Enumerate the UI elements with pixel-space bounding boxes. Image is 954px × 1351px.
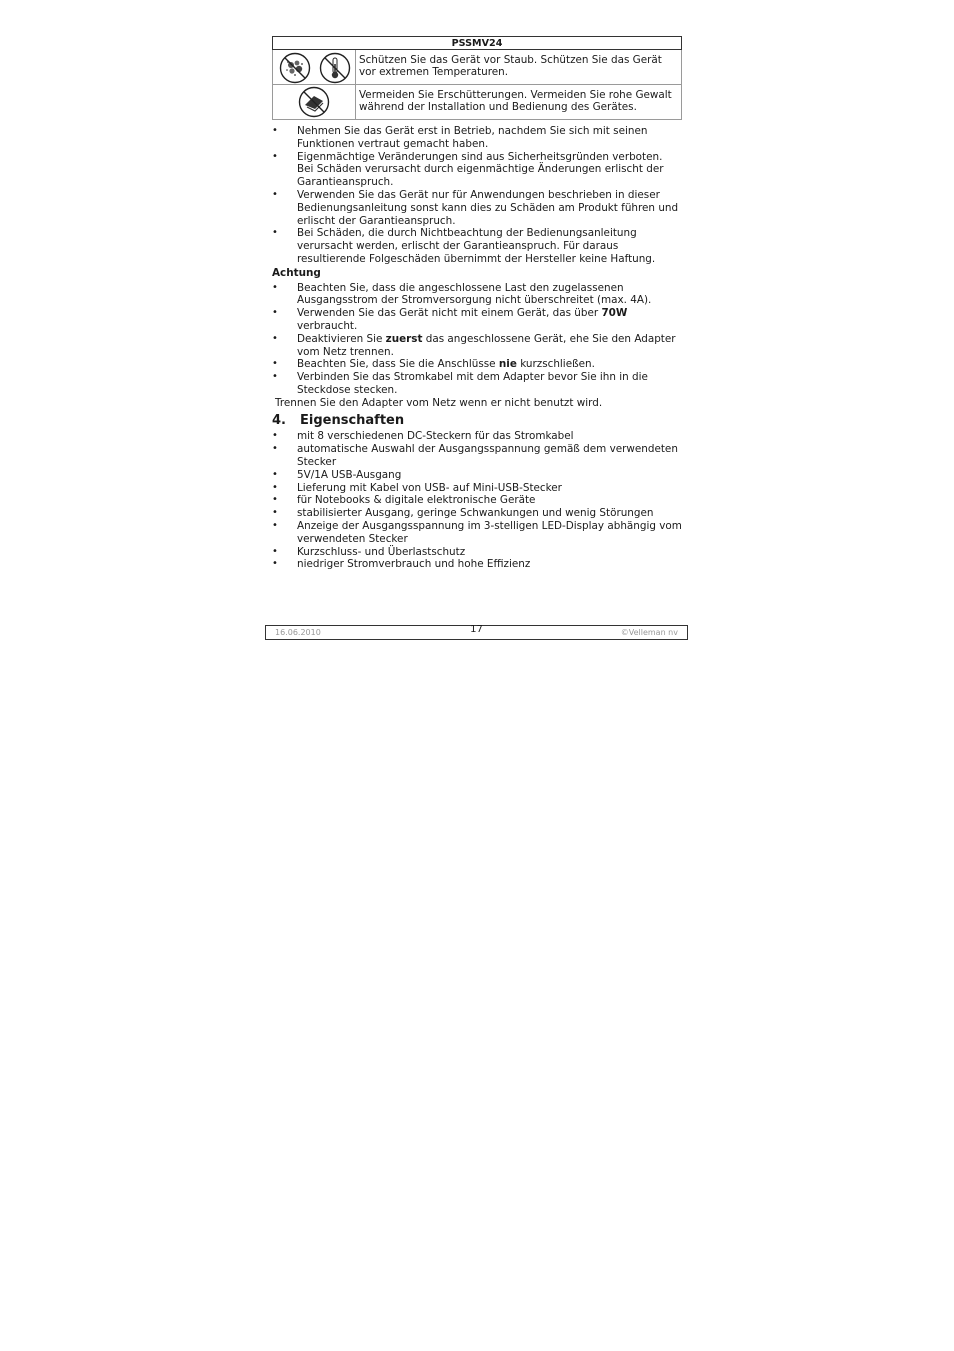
page-number: 17 bbox=[470, 624, 483, 635]
list-item: • für Notebooks & digitale elektronische Geräte bbox=[272, 494, 682, 507]
bold-text: nie bbox=[498, 358, 517, 371]
page-footer bbox=[265, 625, 688, 640]
bold-text: zuerst bbox=[385, 332, 423, 345]
list-item: • 5V/1A USB-Ausgang bbox=[272, 469, 682, 482]
list-item: • Nehmen Sie das Gerät erst in Betrieb, nachdem Sie sich mit seinen Funktionen vertraut gemacht haben. bbox=[272, 125, 682, 151]
no-dust-icon bbox=[279, 52, 311, 84]
footer-date: 16.06.2010 bbox=[275, 628, 321, 637]
warning-text: Schützen Sie das Gerät vor Staub. Schützen Sie das Gerät vor extremen Temperaturen. bbox=[356, 50, 682, 85]
caution-list bbox=[272, 282, 682, 397]
list-item: • automatische Auswahl der Ausgangsspannung gemäß dem verwendeten Stecker bbox=[272, 443, 682, 469]
list-item: • Verwenden Sie das Gerät nur für Anwendungen beschrieben in dieser Bedienungsanleitung sonst kann dies zu Schäden am Produkt führen und erlischt der Garantieanspruch. bbox=[272, 189, 682, 227]
model-header: PSSMV24 bbox=[272, 36, 682, 50]
caution-heading: Achtung bbox=[272, 266, 321, 279]
section-title-text: Eigenschaften bbox=[300, 412, 405, 428]
warning-icons-cell bbox=[273, 50, 356, 85]
text-segment: Beachten Sie, dass Sie die Anschlüsse bbox=[297, 358, 499, 371]
list-item: • Eigenmächtige Veränderungen sind aus Sicherheitsgründen verboten. Bei Schäden verursacht durch eigenmächtige Änderungen erlischt der Garantieanspruch. bbox=[272, 151, 682, 189]
text-segment: verbraucht. bbox=[297, 319, 358, 332]
warning-row bbox=[273, 50, 682, 85]
list-item: • Bei Schäden, die durch Nichtbeachtung der Bedienungsanleitung verursacht werden, erlischt der Garantieanspruch. Für daraus resultierende Folgeschäden übernimmt der Hersteller keine Haftung. bbox=[272, 227, 682, 265]
list-item: • stabilisierter Ausgang, geringe Schwankungen und wenig Störungen bbox=[272, 507, 682, 520]
page-content bbox=[272, 36, 682, 571]
caution-note: Trennen Sie den Adapter vom Netz wenn er nicht benutzt wird. bbox=[275, 396, 603, 409]
section-title bbox=[272, 412, 682, 428]
no-temperature-icon bbox=[319, 52, 351, 84]
text-segment: Verwenden Sie das Gerät nicht mit einem Gerät, das über bbox=[297, 307, 602, 320]
list-item: • niedriger Stromverbrauch und hohe Effizienz bbox=[272, 558, 682, 571]
text-segment: kurzschließen. bbox=[516, 358, 595, 371]
list-item: • Beachten Sie, dass die angeschlossene Last den zugelassenen Ausgangsstrom der Stromversorgung nicht überschreitet (max. 4A). bbox=[272, 282, 682, 308]
list-item: • Lieferung mit Kabel von USB- auf Mini-USB-Stecker bbox=[272, 482, 682, 495]
list-item: • Kurzschluss- und Überlastschutz bbox=[272, 546, 682, 559]
warning-text: Vermeiden Sie Erschütterungen. Vermeiden Sie rohe Gewalt während der Installation und Bedienung des Gerätes. bbox=[356, 85, 682, 120]
warning-row bbox=[273, 85, 682, 120]
warning-table bbox=[272, 50, 682, 120]
text-segment: das angeschlossene Gerät, ehe Sie den Adapter vom Netz trennen. bbox=[297, 332, 676, 358]
list-item bbox=[272, 333, 682, 359]
list-item: • Anzeige der Ausgangsspannung im 3-stelligen LED-Display abhängig vom verwendeten Stecker bbox=[272, 520, 682, 546]
list-item: • mit 8 verschiedenen DC-Steckern für das Stromkabel bbox=[272, 430, 682, 443]
warning-icons-cell bbox=[273, 85, 356, 120]
section-number: 4. bbox=[272, 412, 286, 428]
list-item: • Verbinden Sie das Stromkabel mit dem Adapter bevor Sie ihn in die Steckdose stecken. bbox=[272, 371, 682, 397]
list-item bbox=[272, 307, 682, 333]
footer-copyright: ©Velleman nv bbox=[620, 628, 678, 637]
no-shock-icon bbox=[298, 86, 330, 118]
safety-list bbox=[272, 125, 682, 266]
text-segment: Deaktivieren Sie bbox=[297, 332, 386, 345]
bold-text: 70W bbox=[601, 307, 628, 320]
list-item bbox=[272, 358, 682, 371]
features-list bbox=[272, 430, 682, 571]
